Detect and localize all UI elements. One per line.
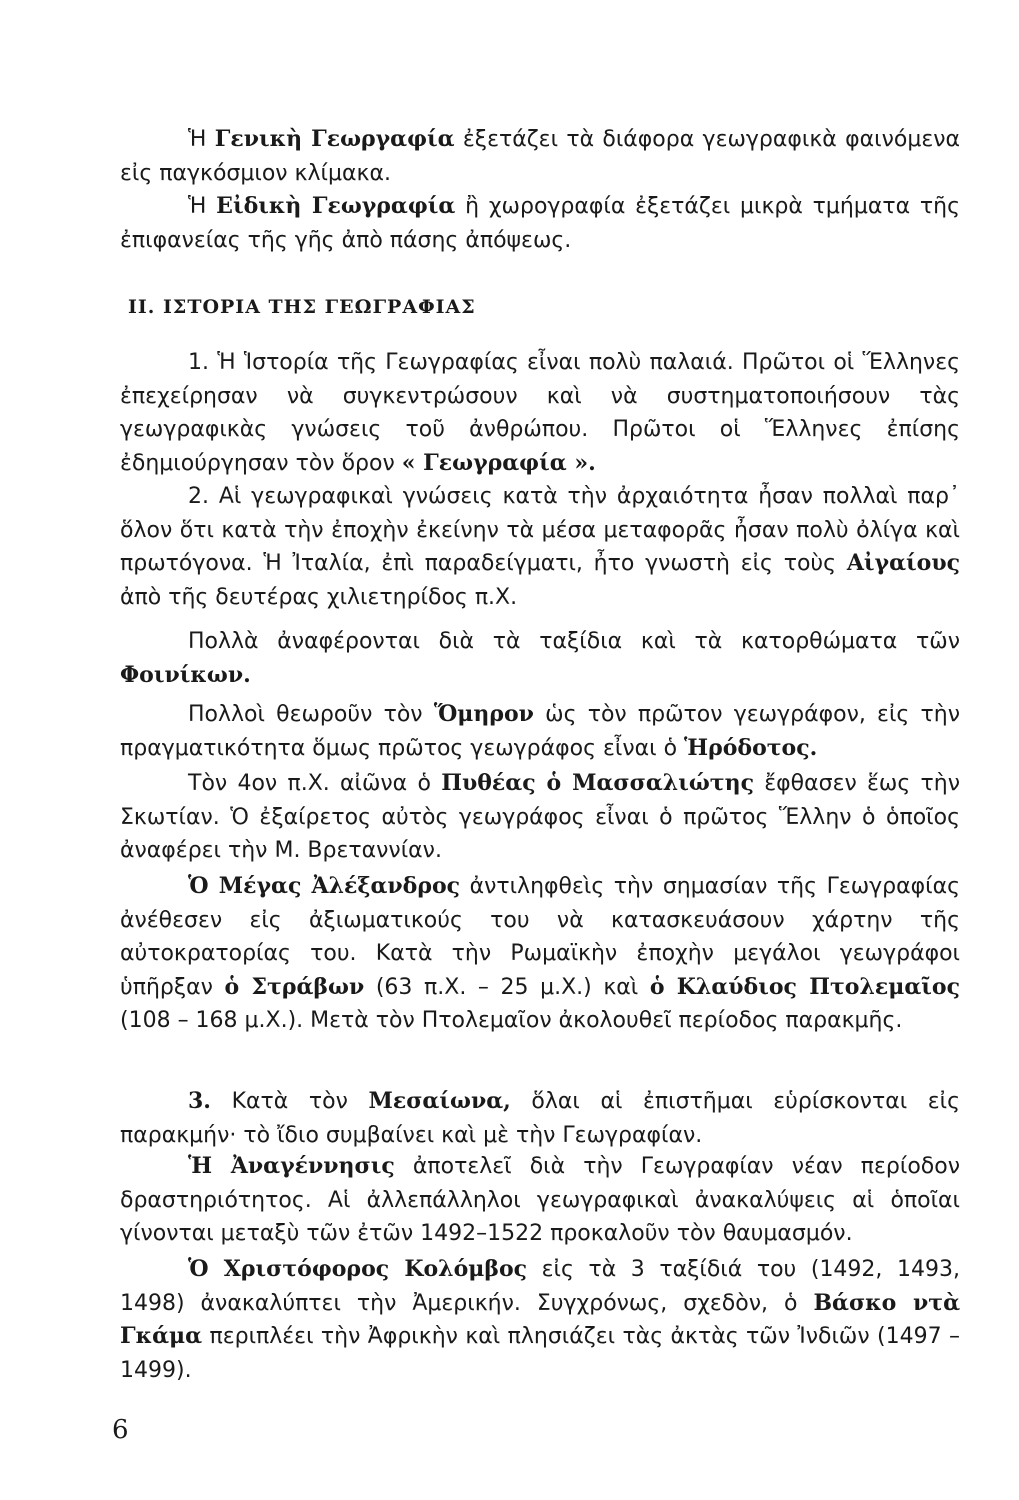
text-run: Ἡ [188, 194, 217, 219]
text-run: Τὸν 4ον π.Χ. αἰῶνα ὁ [188, 771, 442, 796]
text-run: (63 π.Χ. – 25 μ.Χ.) καὶ [364, 974, 650, 1000]
bold-term: Ὁ Χριστόφορος Κολόμβος [188, 1256, 528, 1282]
bold-term: Ὁ Μέγας Ἀλέξανδρος [188, 873, 461, 899]
paragraph-alexander [120, 870, 960, 1038]
paragraph-phoenicians [120, 625, 960, 692]
text-run: ἢ χωρογραφία ἐξετάζει μικρὰ τμήματα τῆς ἐπιφανείας τῆς γῆς ἀπὸ πάσης ἀπόψεως. [120, 194, 960, 253]
bold-term: Αἰγαίους [846, 550, 960, 576]
bold-term: Ἡρόδοτος. [684, 734, 818, 761]
text-run: ἀντιληφθεὶς τὴν σημασίαν τῆς Γεωγραφίας ἀνέθεσεν εἰς ἀξιωματικούς του νὰ κατασκευάσουν χάρτην τῆς αὐτοκρατορίας του. Κατὰ τὴν Ρωμαϊκὴν ἐποχὴν μεγάλοι γεωγράφοι ὑπῆρξαν [120, 874, 961, 1000]
paragraph-general-geography [120, 123, 960, 190]
text-run: (108 – 168 μ.Χ.). Μετὰ τὸν Πτολεμαῖον ἀκολουθεῖ περίοδος παρακμῆς. [120, 1008, 903, 1033]
text-run: Πολλὰ ἀναφέρονται διὰ τὰ ταξίδια καὶ τὰ κατορθώματα τῶν [188, 629, 960, 654]
bold-term: Γενικὴ Γεωργαφία [214, 126, 455, 152]
text-run: περιπλέει τὴν Ἀφρικὴν καὶ πλησιάζει τὰς ἀκτὰς τῶν Ἰνδιῶν (1497 – 1499). [120, 1324, 960, 1383]
text-run: Κατὰ τὸν [210, 1089, 369, 1114]
bold-term: Πυθέας ὁ Μασσαλιώτης [441, 770, 754, 796]
text-run: ἔφθασεν ἕως τὴν Σκωτίαν. Ὁ ἐξαίρετος αὐτὸς γεωγράφος εἶναι ὁ πρῶτος Ἕλλην ὁ ὁποῖος ἀναφέρει τὴν Μ. Βρεταννίαν. [120, 771, 960, 863]
text-run: Πολλοὶ θεωροῦν τὸν [188, 702, 434, 727]
bold-term: Μεσαίωνα, [368, 1088, 511, 1114]
text-run: Ἡ [188, 127, 215, 152]
page-number: 6 [112, 1415, 129, 1445]
paragraph-homer-herodotus [120, 698, 960, 765]
text-run: ὅλαι αἱ ἐπιστῆμαι εὑρίσκονται εἰς παρακμήν· τὸ ἴδιο συμβαίνει καὶ μὲ τὴν Γεωγραφίαν. [120, 1089, 960, 1148]
bold-term: 3. [188, 1088, 211, 1114]
paragraph-pytheas [120, 767, 960, 868]
bold-term: Εἰδικὴ Γεωγραφία [216, 193, 456, 219]
bold-term: Φοινίκων. [120, 661, 251, 688]
text-run: ἀποτελεῖ διὰ τὴν Γεωγραφίαν νέαν περίοδον δραστηριότητος. Αἱ ἀλλεπάλληλοι γεωγραφικαὶ ἀνακαλύψεις αἱ ὁποῖαι γίνονται μεταξὺ τῶν ἐτῶν 1492–1522 προκαλοῦν τὸν θαυμασμόν. [120, 1154, 960, 1246]
bold-term: ὁ Κλαύδιος Πτολεμαῖος [649, 973, 960, 1000]
text-run: ὡς τὸν πρῶτον γεωγράφον, εἰς τὴν πραγματικότητα ὅμως πρῶτος γεωγράφος εἶναι ὁ [120, 702, 961, 761]
text-run: 1. Ἡ Ἱστορία τῆς Γεωγραφίας εἶναι πολὺ παλαιά. Πρῶτοι οἱ Ἕλληνες ἐπεχείρησαν νὰ συγκεντρώσουν καὶ νὰ συστηματοποιήσουν τὰς γεωγραφικὰς γνώσεις τοῦ ἀνθρώπου. Πρῶτοι οἱ Ἕλληνες ἐπίσης ἐδημιούργησαν τὸν ὅρον [120, 350, 960, 476]
text-run: ἀπὸ τῆς δευτέρας χιλιετηρίδος π.Χ. [120, 584, 518, 610]
bold-term: Ὅμηρον [433, 701, 534, 727]
bold-term: « Γεωγραφία ». [401, 449, 596, 476]
paragraph-middle-ages [120, 1085, 960, 1152]
paragraph-history-2 [120, 480, 960, 614]
text-run: 2. Αἱ γεωγραφικαὶ γνώσεις κατὰ τὴν ἀρχαιότητα ἦσαν πολλαὶ παρ᾽ ὅλον ὅτι κατὰ τὴν ἐποχὴν ἐκείνην τὰ μέσα μεταφορᾶς ἦσαν πολὺ ὀλίγα καὶ πρωτόγονα. Ἡ Ἰταλία, ἐπὶ παραδείγματι, ἦτο γνωστὴ εἰς τοὺς [120, 484, 960, 576]
text-run: ἐξετάζει τὰ διάφορα γεωγραφικὰ φαινόμενα εἰς παγκόσμιον κλίμακα. [120, 127, 961, 186]
text-run: εἰς τὰ 3 ταξίδιά του (1492, 1493, 1498) ἀνακαλύπτει τὴν Ἀμερικήν. Συγχρόνως, σχεδὸν, ὁ [120, 1257, 960, 1316]
bold-term: Ἡ Ἀναγέννησις [188, 1153, 395, 1179]
section-heading: ΙΙ. ΙΣΤΟΡΙΑ ΤΗΣ ΓΕΩΓΡΑΦΙΑΣ [128, 296, 476, 318]
bold-term: ὁ Στράβων [224, 973, 365, 1000]
paragraph-renaissance [120, 1150, 960, 1251]
paragraph-special-geography [120, 190, 960, 257]
paragraph-history-1 [120, 346, 960, 480]
paragraph-columbus [120, 1253, 960, 1387]
bold-term: Βάσκο ντὰ Γκάμα [120, 1289, 960, 1349]
